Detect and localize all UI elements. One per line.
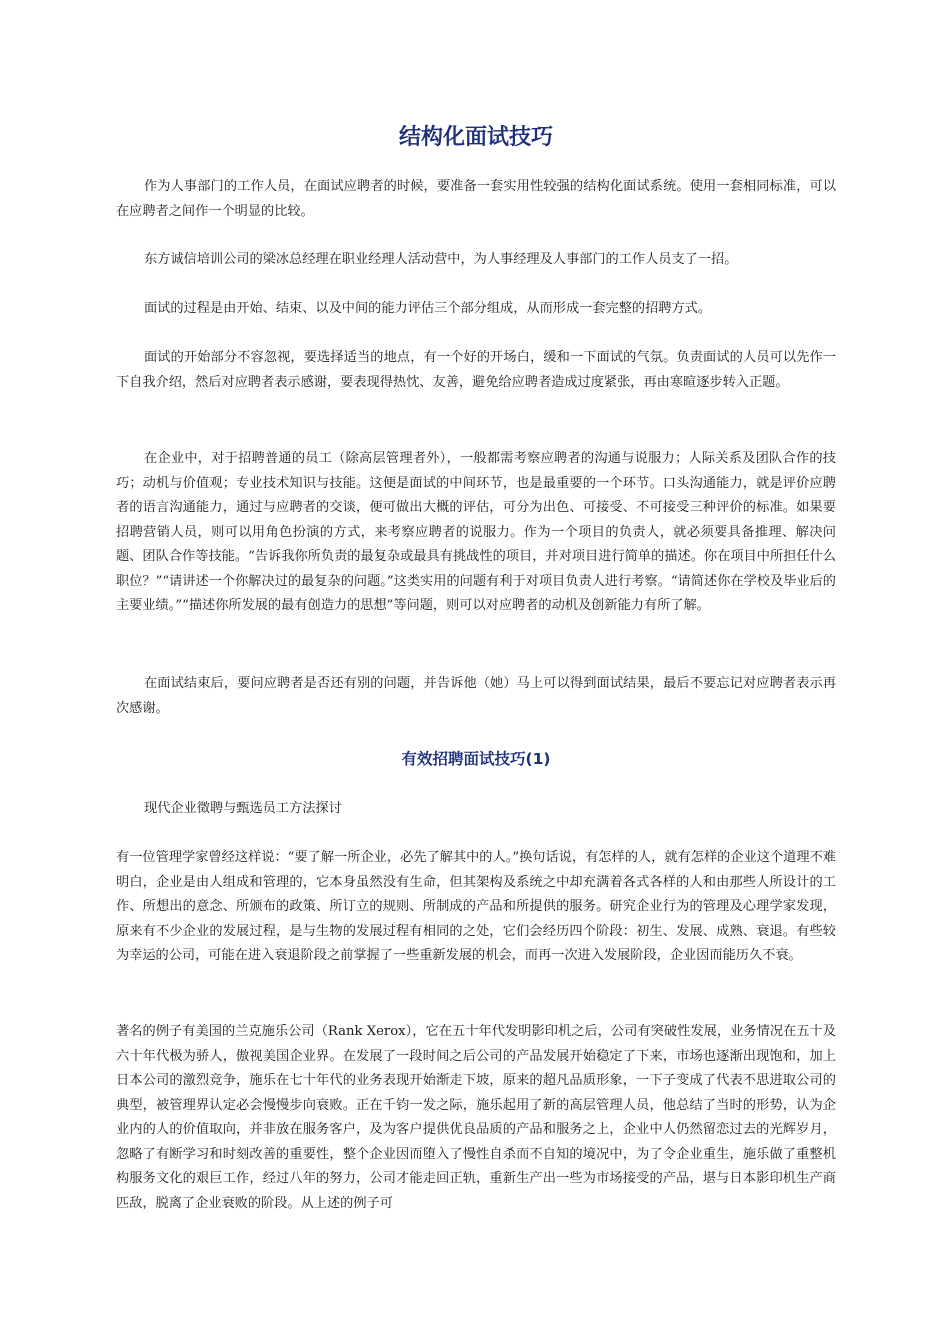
section-title: 有效招聘面试技巧(1): [401, 750, 551, 768]
paragraph-trainer: 东方诚信培训公司的梁冰总经理在职业经理人活动营中，为人事经理及人事部门的工作人员支了一招。: [144, 252, 738, 267]
paragraph-process: 面试的过程是由开始、结束、以及中间的能力评估三个部分组成，从而形成一套完整的招聘方式。: [144, 301, 712, 316]
paragraph-ending: 在面试结束后，要问应聘者是否还有别的问题，并告诉他（她）马上可以得到面试结果，最后不要忘记对应聘者表示再次感谢。: [116, 676, 836, 716]
document-title: 结构化面试技巧: [398, 125, 553, 150]
paragraph-intro: 作为人事部门的工作人员，在面试应聘者的时候，要准备一套实用性较强的结构化面试系统。使用一套相同标准，可以在应聘者之间作一个明显的比较。: [116, 179, 836, 219]
paragraph-opening: 面试的开始部分不容忽视，要选择适当的地点，有一个好的开场白，缓和一下面试的气氛。负责面试的人员可以先作一下自我介绍，然后对应聘者表示感谢，要表现得热忱、友善，避免给应聘者造成过度紧张，再由寒暄逐步转入正题。: [116, 350, 836, 390]
section-intro: 现代企业徵聘与甄选员工方法探讨: [144, 801, 342, 816]
paragraph-middle: 在企业中，对于招聘普通的员工（除高层管理者外），一般都需考察应聘者的沟通与说服力；人际关系及团队合作的技巧；动机与价值观；专业技术知识与技能。这便是面试的中间环节，也是最重要的一个环节。口头沟通能力，就是评价应聘者的语言沟通能力，通过与应聘者的交谈，便可做出大概的评估，可分为出色、可接受、不可接受三种评价的标准。如果要招聘营销人员，则可以用角色扮演的方式，来考察应聘者的说服力。作为一个项目的负责人，就必须要具备推理、解决问题、团队合作等技能。“告诉我你所负责的最复杂或最具有挑战性的项目，并对项目进行简单的描述。你在项目中所担任什么职位？”“请讲述一个你解决过的最复杂的问题。”这类实用的问题有利于对项目负责人进行考察。“请简述你在学校及毕业后的主要业绩。”“描述你所发展的最有创造力的思想”等问题，则可以对应聘者的动机及创新能力有所了解。: [116, 451, 836, 613]
paragraph-manager-quote: 有一位管理学家曾经这样说：“要了解一所企业，必先了解其中的人。”换句话说，有怎样的人，就有怎样的企业这个道理不难明白，企业是由人组成和管理的，它本身虽然没有生命，但其架构及系统之中却充满着各式各样的人和由那些人所设计的工作、所想出的意念、所颁布的政策、所订立的规则、所制成的产品和所提供的服务。研究企业行为的管理及心理学家发现，原来有不少企业的发展过程，是与生物的发展过程有相同的之处，它们会经历四个阶段：初生、发展、成熟、衰退。有些较为幸运的公司，可能在进入衰退阶段之前掌握了一些重新发展的机会，而再一次进入发展阶段，企业因而能历久不衰。: [116, 850, 836, 963]
paragraph-xerox-example: 著名的例子有美国的兰克施乐公司（Rank Xerox），它在五十年代发明影印机之后，公司有突破性发展，业务情况在五十及六十年代极为骄人，傲视美国企业界。在发展了一段时间之后公司的产品发展开始稳定了下来，市场也逐渐出现饱和，加上日本公司的激烈竞争，施乐在七十年代的业务表现开始渐走下坡，原来的超凡品质形象，一下子变成了代表不思进取公司的典型，被管理界认定必会慢慢步向衰败。正在千钧一发之际，施乐起用了新的高层管理人员，他总结了当时的形势，认为企业内的人的价值取向，并非放在服务客户，及为客户提供优良品质的产品和服务之上，企业中人仍然留恋过去的光辉岁月，忽略了有断学习和时刻改善的重要性，整个企业因而堕入了慢性自杀而不自知的境况中，为了令企业重生，施乐做了重整机构服务文化的艰巨工作，经过八年的努力，公司才能走回正轨，重新生产出一些为市场接受的产品，堪与日本影印机生产商匹敌，脱离了企业衰败的阶段。从上述的例子可: [116, 1024, 836, 1211]
